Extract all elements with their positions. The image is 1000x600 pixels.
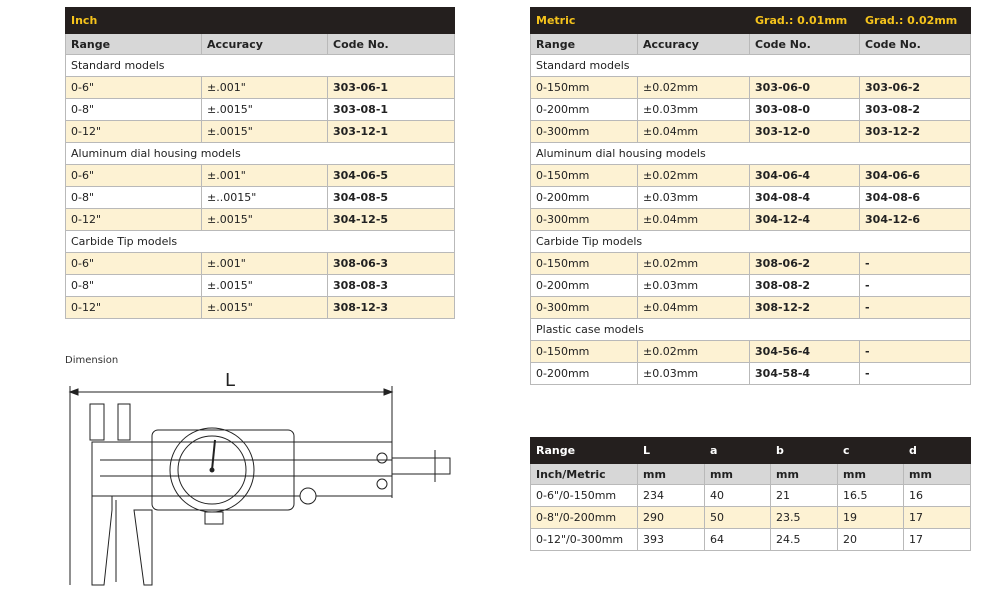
cell-accuracy: ±0.02mm bbox=[638, 253, 750, 275]
cell-L: 393 bbox=[638, 529, 705, 551]
cell-code: 304-06-5 bbox=[328, 165, 455, 187]
table-row bbox=[66, 187, 455, 209]
lower-jaw-fixed bbox=[92, 496, 112, 585]
metric-table-title: Metric bbox=[531, 8, 750, 34]
metric-table bbox=[530, 7, 971, 385]
cell-accuracy: ±.0015" bbox=[202, 209, 328, 231]
table-row bbox=[531, 121, 971, 143]
lower-jaw-moving bbox=[134, 510, 152, 585]
cell-c: 20 bbox=[838, 529, 904, 551]
caliper-beam bbox=[92, 442, 392, 496]
inch-table bbox=[65, 7, 455, 319]
cell-accuracy: ±.0015" bbox=[202, 99, 328, 121]
cell-accuracy: ±.001" bbox=[202, 253, 328, 275]
table-row bbox=[66, 121, 455, 143]
cell-c: 16.5 bbox=[838, 485, 904, 507]
cell-code: 303-12-0 bbox=[750, 121, 860, 143]
cell-range: 0-8" bbox=[66, 99, 202, 121]
col-header-L: L bbox=[638, 438, 705, 464]
cell-code: 304-12-6 bbox=[860, 209, 971, 231]
cell-code: 308-12-2 bbox=[750, 297, 860, 319]
inch-column-headers bbox=[66, 34, 455, 55]
cell-range: 0-6"/0-150mm bbox=[531, 485, 638, 507]
upper-jaw-fixed bbox=[90, 404, 104, 440]
cell-range: 0-6" bbox=[66, 253, 202, 275]
cell-range: 0-300mm bbox=[531, 297, 638, 319]
cell-code: 303-08-2 bbox=[860, 99, 971, 121]
subheader-units: Inch/Metric bbox=[531, 464, 638, 485]
col-header-range: Range bbox=[531, 438, 638, 464]
cell-code: 303-06-0 bbox=[750, 77, 860, 99]
table-row bbox=[531, 253, 971, 275]
dimension-caption: Dimension bbox=[65, 355, 119, 366]
depth-rod bbox=[392, 458, 450, 474]
cell-accuracy: ±.0015" bbox=[202, 121, 328, 143]
grad-001-label: Grad.: 0.01mm bbox=[750, 8, 860, 34]
metric-column-headers bbox=[531, 34, 971, 55]
table-row bbox=[66, 77, 455, 99]
cell-accuracy: ±.0015" bbox=[202, 297, 328, 319]
cell-range: 0-200mm bbox=[531, 99, 638, 121]
inch-table-title: Inch bbox=[66, 8, 455, 34]
arrow-left-icon bbox=[70, 389, 78, 395]
group-heading: Carbide Tip models bbox=[66, 231, 455, 253]
dimension-table bbox=[530, 437, 971, 551]
table-row bbox=[531, 529, 971, 551]
cell-range: 0-200mm bbox=[531, 187, 638, 209]
table-row bbox=[66, 165, 455, 187]
cell-a: 40 bbox=[705, 485, 771, 507]
cell-accuracy: ±.001" bbox=[202, 165, 328, 187]
cell-code: 304-12-5 bbox=[328, 209, 455, 231]
cell-range: 0-12"/0-300mm bbox=[531, 529, 638, 551]
table-row bbox=[66, 297, 455, 319]
col-header-accuracy: Accuracy bbox=[638, 34, 750, 55]
cell-accuracy: ±0.02mm bbox=[638, 341, 750, 363]
cell-range: 0-150mm bbox=[531, 253, 638, 275]
group-heading: Standard models bbox=[531, 55, 971, 77]
col-header-accuracy: Accuracy bbox=[202, 34, 328, 55]
table-row bbox=[531, 99, 971, 121]
cell-accuracy: ±0.03mm bbox=[638, 187, 750, 209]
cell-b: 23.5 bbox=[771, 507, 838, 529]
cell-range: 0-8" bbox=[66, 187, 202, 209]
cell-code: 304-58-4 bbox=[750, 363, 860, 385]
caliper-diagram bbox=[60, 370, 455, 592]
cell-accuracy: ±0.02mm bbox=[638, 165, 750, 187]
dial-needle bbox=[212, 440, 215, 470]
cell-accuracy: ±.001" bbox=[202, 77, 328, 99]
col-header-b: b bbox=[771, 438, 838, 464]
cell-range: 0-8"/0-200mm bbox=[531, 507, 638, 529]
col-header-range: Range bbox=[66, 34, 202, 55]
cell-code: 304-08-5 bbox=[328, 187, 455, 209]
group-heading-row bbox=[531, 55, 971, 77]
beam-screw-icon bbox=[377, 479, 387, 489]
table-row bbox=[66, 99, 455, 121]
grad-002-label: Grad.: 0.02mm bbox=[860, 8, 971, 34]
cell-code: 303-06-2 bbox=[860, 77, 971, 99]
table-row bbox=[66, 275, 455, 297]
dimension-subheader-row bbox=[531, 464, 971, 485]
group-heading-row bbox=[531, 143, 971, 165]
cell-code: 303-08-0 bbox=[750, 99, 860, 121]
cell-code: - bbox=[860, 253, 971, 275]
col-header-range: Range bbox=[531, 34, 638, 55]
table-row bbox=[531, 77, 971, 99]
cell-a: 50 bbox=[705, 507, 771, 529]
cell-code: 308-08-3 bbox=[328, 275, 455, 297]
cell-code: 304-08-4 bbox=[750, 187, 860, 209]
cell-d: 16 bbox=[904, 485, 971, 507]
cell-L: 234 bbox=[638, 485, 705, 507]
cell-d: 17 bbox=[904, 529, 971, 551]
cell-range: 0-300mm bbox=[531, 209, 638, 231]
subheader-units: mm bbox=[638, 464, 705, 485]
cell-accuracy: ±0.02mm bbox=[638, 77, 750, 99]
thumb-wheel bbox=[205, 512, 223, 524]
group-heading-row bbox=[66, 55, 455, 77]
cell-accuracy: ±0.04mm bbox=[638, 121, 750, 143]
group-heading-row bbox=[66, 143, 455, 165]
subheader-units: mm bbox=[705, 464, 771, 485]
group-heading: Plastic case models bbox=[531, 319, 971, 341]
table-row bbox=[531, 485, 971, 507]
cell-code: 308-06-2 bbox=[750, 253, 860, 275]
group-heading-row bbox=[531, 319, 971, 341]
cell-accuracy: ±0.03mm bbox=[638, 363, 750, 385]
cell-a: 64 bbox=[705, 529, 771, 551]
group-heading-row bbox=[531, 231, 971, 253]
cell-code: 303-12-1 bbox=[328, 121, 455, 143]
cell-code: 303-08-1 bbox=[328, 99, 455, 121]
col-header-c: c bbox=[838, 438, 904, 464]
cell-range: 0-6" bbox=[66, 77, 202, 99]
cell-range: 0-12" bbox=[66, 121, 202, 143]
cell-code: - bbox=[860, 275, 971, 297]
col-header-code: Code No. bbox=[750, 34, 860, 55]
subheader-units: mm bbox=[904, 464, 971, 485]
group-heading: Standard models bbox=[66, 55, 455, 77]
cell-accuracy: ±0.03mm bbox=[638, 99, 750, 121]
cell-accuracy: ±0.03mm bbox=[638, 275, 750, 297]
cell-range: 0-12" bbox=[66, 209, 202, 231]
beam-screw-icon bbox=[377, 453, 387, 463]
cell-d: 17 bbox=[904, 507, 971, 529]
cell-code: 304-12-4 bbox=[750, 209, 860, 231]
group-heading: Aluminum dial housing models bbox=[531, 143, 971, 165]
cell-c: 19 bbox=[838, 507, 904, 529]
group-heading-row bbox=[66, 231, 455, 253]
inch-table-title-row bbox=[66, 8, 455, 34]
subheader-units: mm bbox=[771, 464, 838, 485]
cell-range: 0-8" bbox=[66, 275, 202, 297]
cell-code: - bbox=[860, 297, 971, 319]
cell-range: 0-12" bbox=[66, 297, 202, 319]
cell-code: 304-06-6 bbox=[860, 165, 971, 187]
cell-code: - bbox=[860, 341, 971, 363]
cell-code: 304-08-6 bbox=[860, 187, 971, 209]
cell-code: 304-06-4 bbox=[750, 165, 860, 187]
cell-range: 0-150mm bbox=[531, 77, 638, 99]
group-heading: Aluminum dial housing models bbox=[66, 143, 455, 165]
table-row bbox=[531, 297, 971, 319]
col-header-code: Code No. bbox=[328, 34, 455, 55]
arrow-right-icon bbox=[384, 389, 392, 395]
table-row bbox=[531, 209, 971, 231]
cell-range: 0-200mm bbox=[531, 363, 638, 385]
table-row bbox=[531, 363, 971, 385]
cell-b: 24.5 bbox=[771, 529, 838, 551]
cell-code: 303-06-1 bbox=[328, 77, 455, 99]
cell-code: 308-08-2 bbox=[750, 275, 860, 297]
cell-range: 0-6" bbox=[66, 165, 202, 187]
col-header-a: a bbox=[705, 438, 771, 464]
cell-code: 304-56-4 bbox=[750, 341, 860, 363]
cell-accuracy: ±..0015" bbox=[202, 187, 328, 209]
table-row bbox=[531, 165, 971, 187]
cell-range: 0-150mm bbox=[531, 341, 638, 363]
cell-b: 21 bbox=[771, 485, 838, 507]
cell-accuracy: ±0.04mm bbox=[638, 209, 750, 231]
cell-accuracy: ±0.04mm bbox=[638, 297, 750, 319]
table-row bbox=[66, 253, 455, 275]
cell-accuracy: ±.0015" bbox=[202, 275, 328, 297]
cell-range: 0-200mm bbox=[531, 275, 638, 297]
cell-code: 308-12-3 bbox=[328, 297, 455, 319]
table-row bbox=[531, 187, 971, 209]
cell-code: - bbox=[860, 363, 971, 385]
col-header-d: d bbox=[904, 438, 971, 464]
cell-L: 290 bbox=[638, 507, 705, 529]
cell-range: 0-300mm bbox=[531, 121, 638, 143]
subheader-units: mm bbox=[838, 464, 904, 485]
upper-jaw-moving bbox=[118, 404, 130, 440]
table-row bbox=[531, 341, 971, 363]
dial-center bbox=[210, 468, 214, 472]
table-row bbox=[66, 209, 455, 231]
group-heading: Carbide Tip models bbox=[531, 231, 971, 253]
col-header-code: Code No. bbox=[860, 34, 971, 55]
cell-range: 0-150mm bbox=[531, 165, 638, 187]
length-label: L bbox=[225, 370, 236, 391]
table-row bbox=[531, 275, 971, 297]
metric-table-title-row bbox=[531, 8, 971, 34]
cell-code: 308-06-3 bbox=[328, 253, 455, 275]
cell-code: 303-12-2 bbox=[860, 121, 971, 143]
lock-screw bbox=[300, 488, 316, 504]
dimension-header-row bbox=[531, 438, 971, 464]
table-row bbox=[531, 507, 971, 529]
